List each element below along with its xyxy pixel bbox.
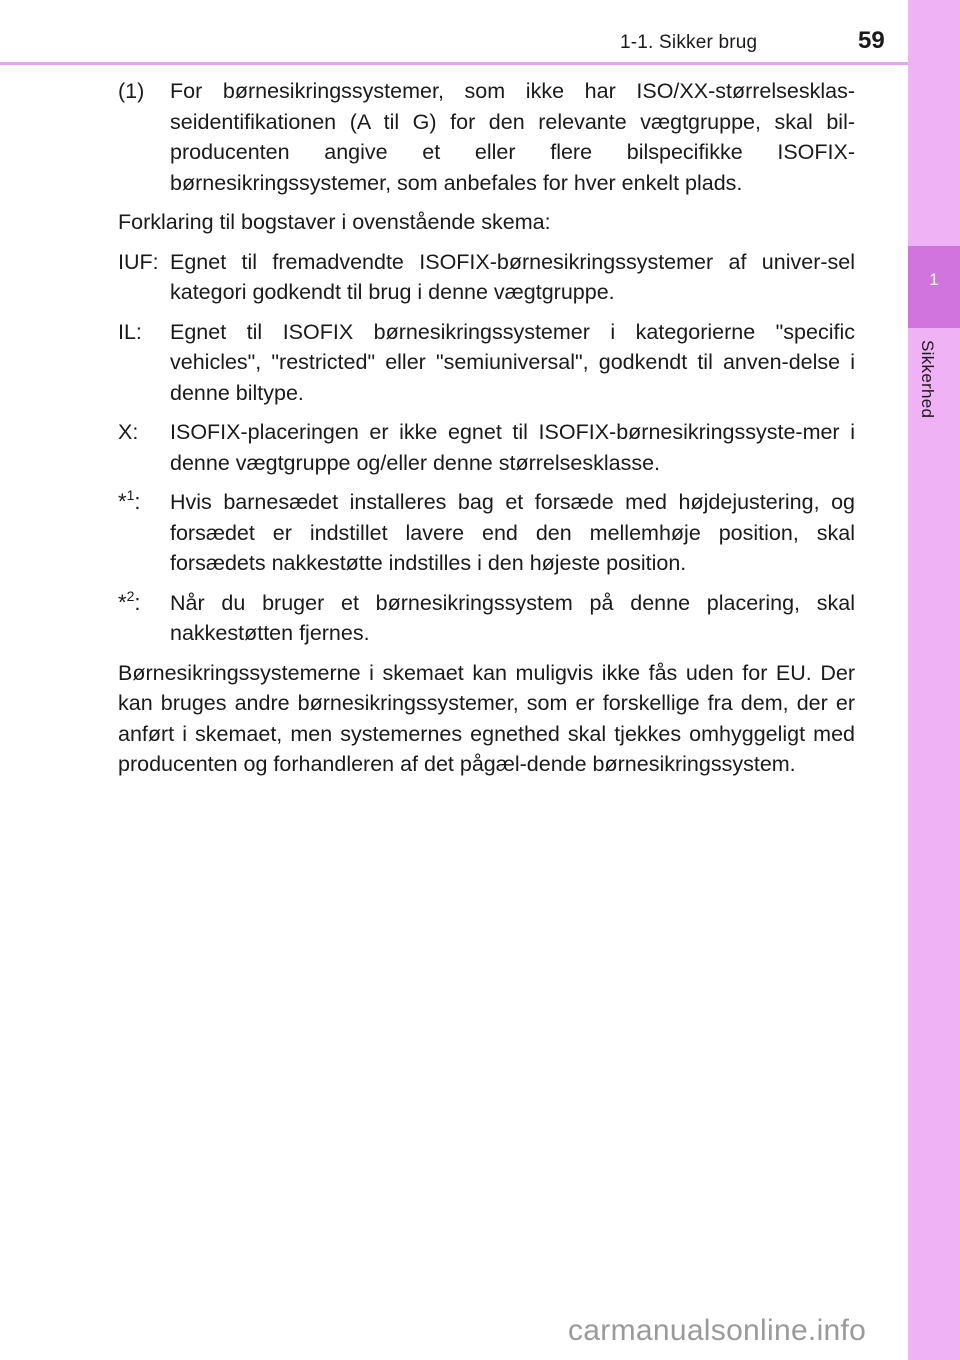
footnote-text: Hvis barnesædet installeres bag et forsæde med højdejustering, og forsædet er indstillet lavere end den mellemhøje position, skal forsædets nakkestøtte indstilles i den højeste position. — [170, 490, 855, 575]
legend-text: Egnet til fremadvendte ISOFIX-børnesikringssystemer af univer-sel kategori godkendt til brug i denne vægtgruppe. — [170, 249, 855, 304]
note-label: (1) — [118, 79, 145, 103]
section-title: 1-1. Sikker brug — [620, 32, 758, 53]
footnote-marker — [118, 588, 170, 649]
footnote-marker — [118, 487, 170, 579]
header-rule — [0, 62, 908, 65]
chapter-title: Sikkerhed — [918, 340, 937, 419]
footnote-colon: : — [134, 489, 141, 514]
legend-label: X: — [118, 420, 139, 444]
page-content — [118, 76, 855, 789]
footnote-1 — [118, 487, 855, 579]
watermark: carmanualsonline.info — [568, 1314, 867, 1347]
footnote-number: 2 — [126, 587, 135, 604]
legend-label: IL: — [118, 319, 142, 344]
closing-paragraph: Børnesikringssystemerne i skemaet kan muligvis ikke fås uden for EU. Der kan bruges andre børnesikringssystemer, som er forskellige fra dem, der er anført i skemaet, men systemernes egnethed skal tjekkes omhyggeligt med producenten og forhandleren af det pågæl-dende børnesikringssystem. — [118, 660, 855, 776]
footnote-text: Når du bruger et børnesikringssystem på denne placering, skal nakkestøtten fjernes. — [170, 590, 855, 645]
legend-item-x — [118, 417, 855, 478]
legend-item-il — [118, 317, 855, 409]
footnote-asterisk: * — [118, 489, 127, 514]
footnote-asterisk: * — [118, 589, 127, 615]
legend-text: Egnet til ISOFIX børnesikringssystemer i kategorierne "specific vehicles", "restricted" eller "semiuniversal", godkendt til anven-delse i denne biltype. — [170, 319, 855, 405]
legend-intro: Forklaring til bogstaver i ovenstående skema: — [118, 210, 551, 234]
legend-item-iuf — [118, 247, 855, 308]
footnote-colon: : — [134, 589, 141, 615]
footnote-2 — [118, 588, 855, 649]
legend-label: IUF: — [118, 249, 159, 274]
page-number: 59 — [858, 27, 885, 54]
note-text: For børnesikringssystemer, som ikke har ISO/XX-størrelsesklas-seidentifikationen (A til G) for den relevante vægtgruppe, skal bil-producenten angive et eller flere bilspecifikke ISOFIX-børnesikringssystemer, som anbefales for hver enkelt plads. — [170, 79, 855, 195]
note-entry-1 — [118, 76, 855, 198]
chapter-sidebar — [908, 0, 960, 1360]
footnote-number: 1 — [126, 487, 135, 503]
legend-text: ISOFIX-placeringen er ikke egnet til ISOFIX-børnesikringssyste-mer i denne vægtgruppe og/eller denne størrelsesklasse. — [170, 420, 855, 475]
chapter-number: 1 — [929, 270, 939, 289]
